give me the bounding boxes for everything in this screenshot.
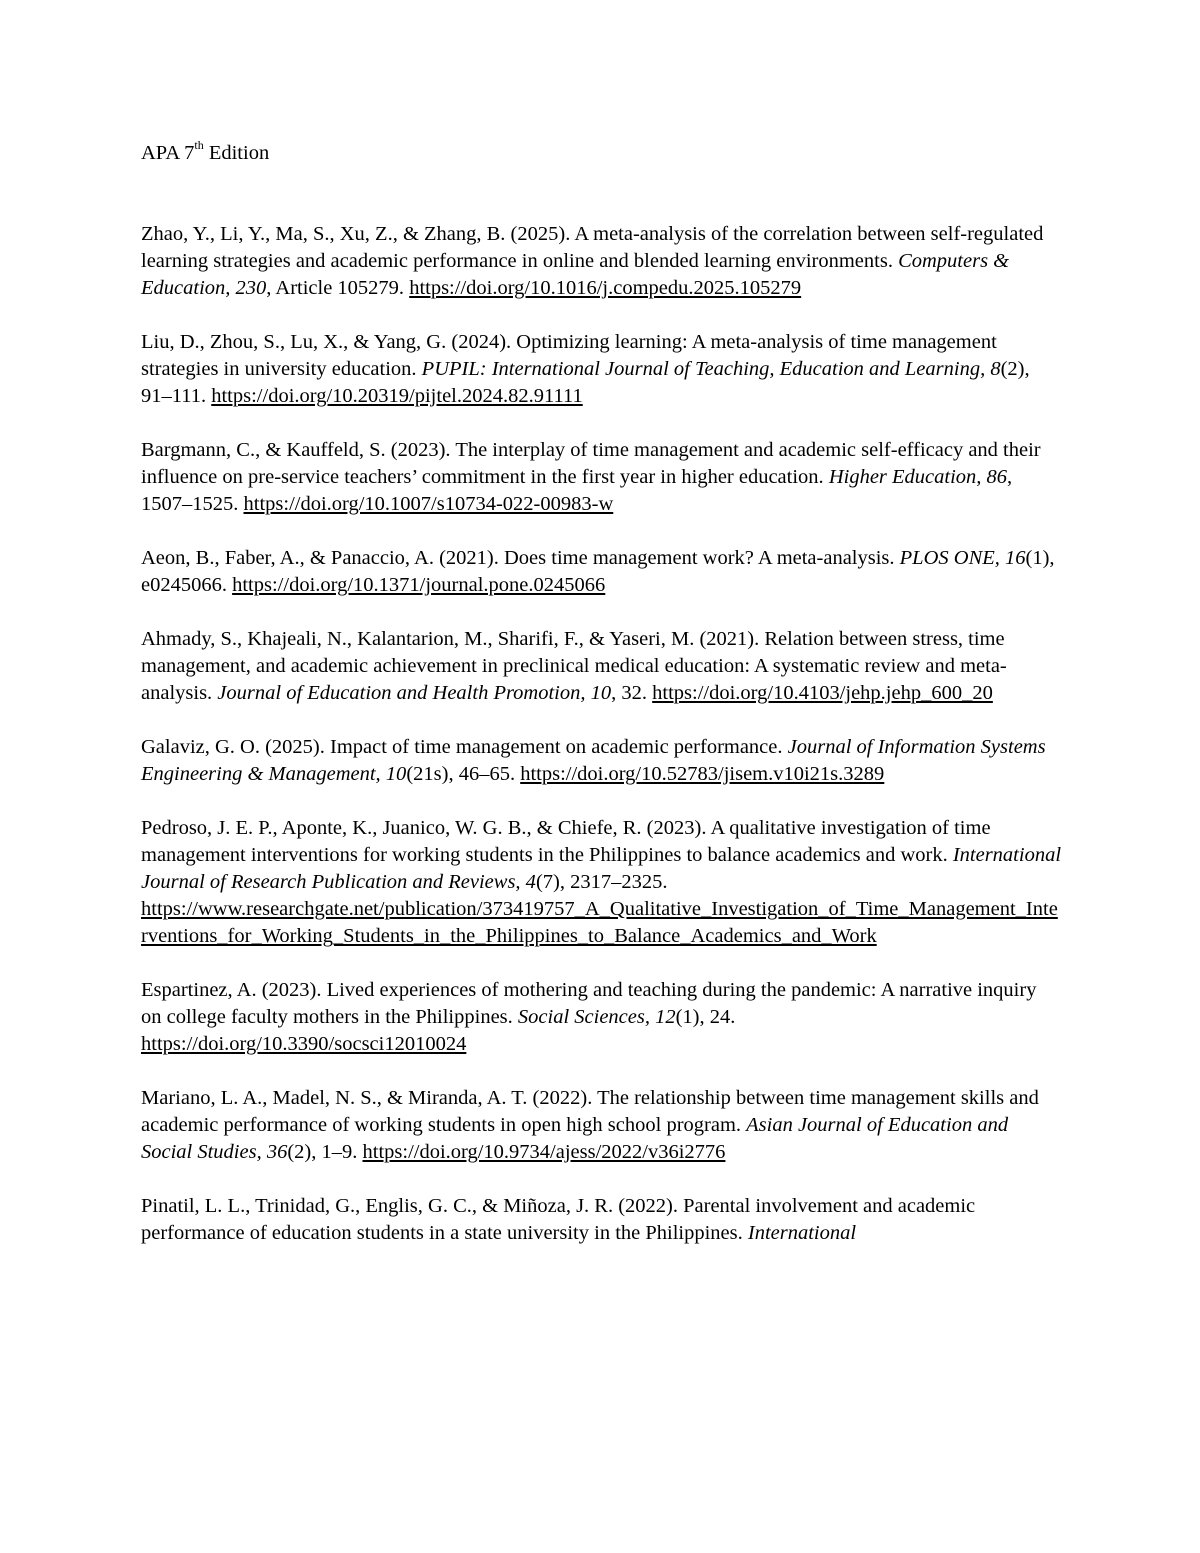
reference-title: Optimizing learning: A meta-analysis of time management strategies in university education. [141, 331, 997, 380]
reference-authors-year: Mariano, L. A., Madel, N. S., & Miranda, A. T. (2022). [141, 1087, 598, 1109]
reference-title: A qualitative investigation of time management interventions for working students in the Philippines to balance academics and work. [141, 817, 991, 866]
reference-authors-year: Ahmady, S., Khajeali, N., Kalantarion, M., Sharifi, F., & Yaseri, M. (2021). [141, 628, 765, 650]
reference-authors-year: Pedroso, J. E. P., Aponte, K., Juanico, W. G. B., & Chiefe, R. (2023). [141, 817, 711, 839]
reference-entry [141, 329, 1061, 410]
reference-entry [141, 734, 1061, 788]
reference-doi-link[interactable]: https://doi.org/10.20319/pijtel.2024.82.91111 [211, 385, 583, 407]
reference-details: , 32. [611, 682, 653, 704]
reference-source: PLOS ONE, 16 [899, 547, 1026, 569]
reference-details: , Article 105279. [266, 277, 410, 299]
reference-authors-year: Zhao, Y., Li, Y., Ma, S., Xu, Z., & Zhang, B. (2025). [141, 223, 575, 245]
reference-entry [141, 1085, 1061, 1166]
reference-source: Higher Education, 86 [828, 466, 1008, 488]
reference-source: Computers & Education, 230 [141, 250, 1010, 299]
page-heading [141, 140, 1061, 167]
reference-source: PUPIL: International Journal of Teaching, Education and Learning, 8 [421, 358, 1001, 380]
reference-details: (7), 2317–2325. [535, 871, 668, 893]
reference-details: (2), 1–9. [287, 1141, 363, 1163]
reference-authors-year: Espartinez, A. (2023). [141, 979, 327, 1001]
reference-entry [141, 221, 1061, 302]
reference-doi-link[interactable]: https://www.researchgate.net/publication/373419757_A_Qualitative_Investigation_of_Time_Management_Interventions_for_Working_Students_in_the_Philippines_to_Balance_Academics_and_Work [141, 898, 1058, 947]
reference-details: (2), 91–111. [141, 358, 1030, 407]
reference-entry [141, 626, 1061, 707]
reference-doi-link[interactable]: https://doi.org/10.3390/socsci12010024 [141, 1033, 467, 1055]
reference-title: The interplay of time management and academic self-efficacy and their influence on pre-service teachers’ commitment in the first year in higher education. [141, 439, 1041, 488]
reference-authors-year: Aeon, B., Faber, A., & Panaccio, A. (2021). [141, 547, 504, 569]
reference-source: Social Sciences, 12 [517, 1006, 676, 1028]
reference-source: Journal of Information Systems Engineering & Management, 10 [141, 736, 1046, 785]
reference-title: Impact of time management on academic performance. [330, 736, 788, 758]
reference-details: (1), e0245066. [141, 547, 1055, 596]
reference-entry [141, 977, 1061, 1058]
reference-authors-year: Bargmann, C., & Kauffeld, S. (2023). [141, 439, 456, 461]
reference-source: Asian Journal of Education and Social Studies, 36 [141, 1114, 1009, 1163]
document-page [141, 140, 1061, 1274]
reference-entry [141, 545, 1061, 599]
reference-authors-year: Pinatil, L. L., Trinidad, G., Englis, G. C., & Miñoza, J. R. (2022). [141, 1195, 684, 1217]
reference-entry [141, 437, 1061, 518]
reference-doi-link[interactable]: https://doi.org/10.1371/journal.pone.0245066 [232, 574, 606, 596]
reference-source: International [747, 1222, 857, 1244]
reference-title: Relation between stress, time management, and academic achievement in preclinical medical education: A systematic review and meta-analysis. [141, 628, 1007, 704]
reference-doi-link[interactable]: https://doi.org/10.4103/jehp.jehp_600_20 [652, 682, 993, 704]
reference-details: (21s), 46–65. [406, 763, 521, 785]
reference-title: Parental involvement and academic performance of education students in a state university in the Philippines. [141, 1195, 976, 1244]
heading-prefix: APA 7 [141, 142, 195, 164]
reference-doi-link[interactable]: https://doi.org/10.9734/ajess/2022/v36i2776 [362, 1141, 726, 1163]
reference-doi-link[interactable]: https://doi.org/10.1007/s10734-022-00983-w [243, 493, 614, 515]
reference-authors-year: Galaviz, G. O. (2025). [141, 736, 331, 758]
reference-title: Lived experiences of mothering and teaching during the pandemic: A narrative inquiry on college faculty mothers in the Philippines. [141, 979, 1037, 1028]
reference-title: The relationship between time management skills and academic performance of working students in open high school program. [141, 1087, 1039, 1136]
reference-title: A meta-analysis of the correlation between self-regulated learning strategies and academic performance in online and blended learning environments. [141, 223, 1044, 272]
reference-authors-year: Liu, D., Zhou, S., Lu, X., & Yang, G. (2024). [141, 331, 517, 353]
reference-list [141, 221, 1061, 1247]
reference-title: Does time management work? A meta-analysis. [504, 547, 900, 569]
reference-doi-link[interactable]: https://doi.org/10.52783/jisem.v10i21s.3289 [520, 763, 885, 785]
reference-source: Journal of Education and Health Promotion, 10 [217, 682, 612, 704]
reference-doi-link[interactable]: https://doi.org/10.1016/j.compedu.2025.105279 [409, 277, 802, 299]
reference-entry [141, 815, 1061, 950]
reference-details: , 1507–1525. [141, 466, 1013, 515]
reference-details: (1), 24. [675, 1006, 736, 1028]
heading-suffix: Edition [203, 142, 270, 164]
reference-source: International Journal of Research Publication and Reviews, 4 [141, 844, 1062, 893]
heading-superscript: th [194, 138, 204, 153]
reference-entry [141, 1193, 1061, 1247]
